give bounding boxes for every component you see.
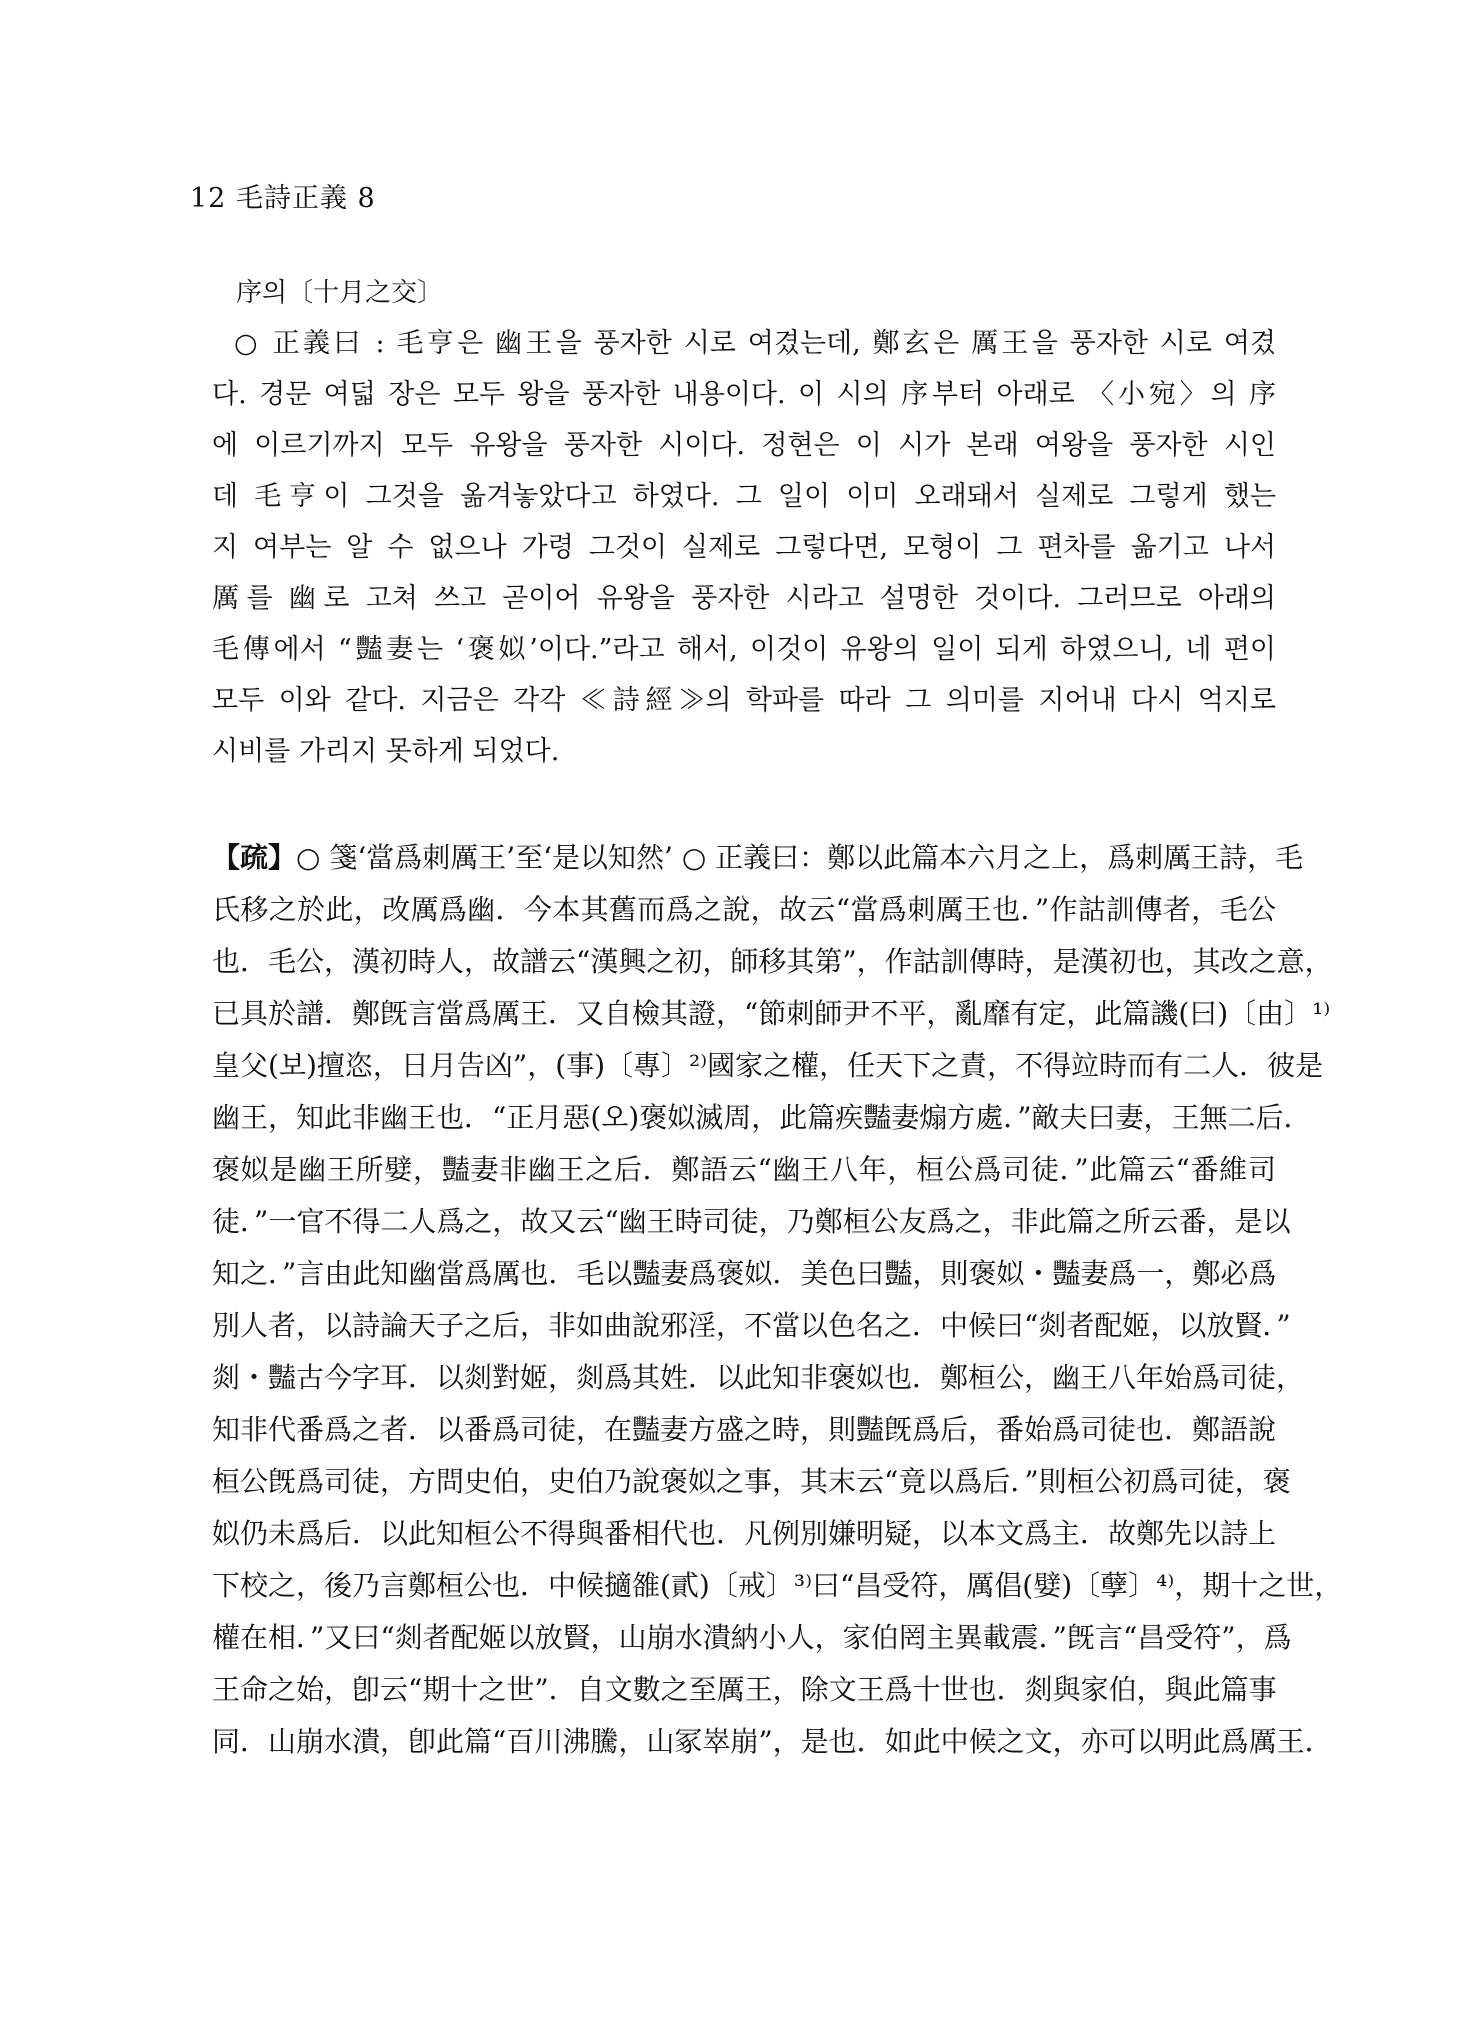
commentary-line: 幽王，知此非幽王也．“正月惡(오)褒姒滅周，此篇疾豔妻煽方處．”敵夫曰妻，王無二后． — [212, 1101, 1312, 1134]
translation-line: ○ 正義曰 : 毛亨은 幽王을 풍자한 시로 여겼는데, 鄭玄은 厲王을 풍자한 시로 여겼 — [234, 328, 1276, 359]
translation-line: 지 여부는 알 수 없으나 가령 그것이 실제로 그렇다면, 모형이 그 편차를 옮기고 나서 — [212, 532, 1276, 563]
commentary-line: 剡・豔古今字耳．以剡對姬，剡爲其姓．以此知非褒姒也．鄭桓公，幽王八年始爲司徒， — [212, 1361, 1305, 1394]
translation-line: 모두 이와 같다. 지금은 각각 ≪詩經≫의 학파를 따라 그 의미를 지어내 다시 억지로 — [212, 685, 1276, 716]
commentary-line-text: ○ 箋‘當爲刺厲王’至‘是以知然’ ○ 正義曰：鄭以此篇本六月之上，爲刺厲王詩，毛 — [296, 841, 1304, 874]
commentary-line: 知之．”言由此知幽當爲厲也．毛以豔妻爲褒姒．美色曰豔，則褒姒・豔妻爲一，鄭必爲 — [212, 1257, 1277, 1290]
korean-translation — [212, 318, 1276, 777]
commentary-line: 王命之始，卽云“期十之世”．自文數之至厲王，除文王爲十世也．剡與家伯，與此篇事 — [212, 1673, 1277, 1706]
commentary-line: 姒仍未爲后．以此知桓公不得與番相代也．凡例別嫌明疑，以本文爲主．故鄭先以詩上 — [212, 1517, 1277, 1550]
commentary-line: 褒姒是幽王所嬖，豔妻非幽王之后．鄭語云“幽王八年，桓公爲司徒．”此篇云“番維司 — [212, 1153, 1276, 1186]
commentary-line: 別人者，以詩論天子之后，非如曲說邪淫，不當以色名之．中候曰“剡者配姬，以放賢．” — [212, 1309, 1291, 1342]
translation-line: 毛傳에서 “豔妻는 ‘褒姒’이다.”라고 해서, 이것이 유왕의 일이 되게 하였으니, 네 편이 — [212, 634, 1276, 665]
commentary-line: 已具於譜．鄭旣言當爲厲王．又自檢其證，“節刺師尹不平，亂靡有定，此篇譏(曰)〔由〕¹⁾ — [212, 997, 1331, 1030]
commentary-label: 【疏】 — [212, 841, 297, 874]
commentary-line: 徒．”一官不得二人爲之，故又云“幽王時司徒，乃鄭桓公友爲之，非此篇之所云番，是以 — [212, 1205, 1291, 1238]
commentary-line: 氏移之於此，改厲爲幽．今本其舊而爲之說，故云“當爲刺厲王也．”作詁訓傳者，毛公 — [212, 893, 1276, 926]
commentary-line: 知非代番爲之者．以番爲司徒，在豔妻方盛之時，則豔旣爲后，番始爲司徒也．鄭語說 — [212, 1413, 1277, 1446]
section-title: 序의〔十月之交〕 — [236, 278, 444, 308]
commentary-line: 桓公旣爲司徒，方問史伯，史伯乃說褒姒之事，其末云“竟以爲后．”則桓公初爲司徒，褒 — [212, 1465, 1291, 1498]
commentary-line: 同．山崩水潰，卽此篇“百川沸騰，山冢崒崩”，是也．如此中候之文，亦可以明此爲厲王． — [212, 1725, 1333, 1758]
classical-commentary — [212, 832, 1343, 1768]
commentary-line — [212, 832, 1304, 884]
translation-line: 시비를 가리지 못하게 되었다. — [212, 736, 560, 767]
translation-line: 에 이르기까지 모두 유왕을 풍자한 시이다. 정현은 이 시가 본래 여왕을 풍자한 시인 — [212, 430, 1276, 461]
page-header: 12 毛詩正義 8 — [190, 183, 376, 214]
commentary-line: 下校之，後乃言鄭桓公也．中候擿雒(貳)〔戒〕³⁾曰“昌受符，厲倡(嬖)〔孽〕⁴⁾，期十之世， — [212, 1569, 1343, 1602]
commentary-line: 皇父(보)擅恣，日月告凶”，(事)〔專〕²⁾國家之權，任天下之責，不得竝時而有二人．彼是 — [212, 1049, 1324, 1082]
translation-line: 厲를 幽로 고쳐 쓰고 곧이어 유왕을 풍자한 시라고 설명한 것이다. 그러므로 아래의 — [212, 583, 1276, 614]
commentary-line: 也．毛公，漢初時人，故譜云“漢興之初，師移其第”，作詁訓傳時，是漢初也，其改之意， — [212, 945, 1333, 978]
commentary-line: 權在相．”又曰“剡者配姬以放賢，山崩水潰納小人，家伯罔主異載震．”旣言“昌受符”，爲 — [212, 1621, 1292, 1654]
translation-line: 데 毛亨이 그것을 옮겨놓았다고 하였다. 그 일이 이미 오래돼서 실제로 그렇게 했는 — [212, 481, 1276, 512]
translation-line: 다. 경문 여덟 장은 모두 왕을 풍자한 내용이다. 이 시의 序부터 아래로 〈小宛〉의 序 — [212, 379, 1276, 410]
